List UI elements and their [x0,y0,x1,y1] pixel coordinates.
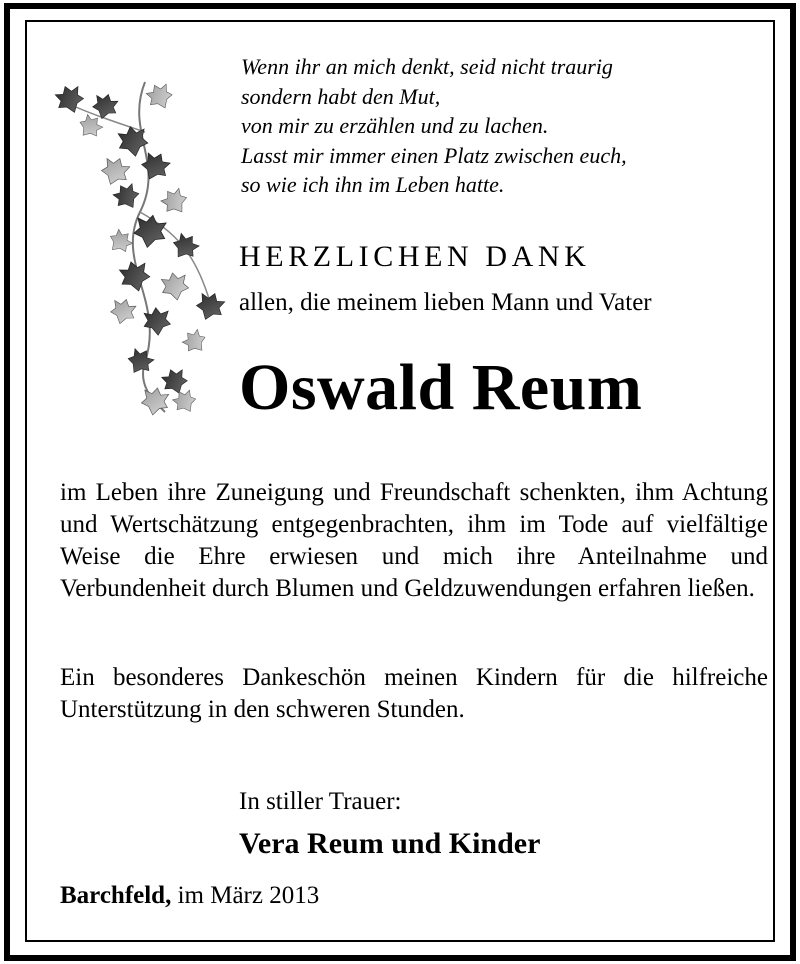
signer-names: Vera Reum und Kinder [239,827,541,860]
poem-line: so wie ich ihn im Leben hatte. [241,172,505,197]
notice-outer-border [4,3,796,961]
mourning-label: In stiller Trauer: [239,788,402,815]
body-paragraph-1: im Leben ihre Zuneigung und Freundschaft schenkten, ihm Achtung und Wertschätzung entgegenbrachten, ihm im Tode auf vielfältige Weise die Ehre erwiesen und mich ihre Anteilnahme und Verbundenheit durch Blumen und Geldzuwendungen erfahren ließen. [60,479,768,602]
place-name: Barchfeld, [60,882,172,909]
place-date-line [60,882,319,910]
poem-line: Lasst mir immer einen Platz zwischen euch, [241,142,627,168]
thanks-heading: HERZLICHEN DANK [239,240,591,273]
poem-line: Wenn ihr an mich denkt, seid nicht traurig [241,54,613,79]
poem-line: sondern habt den Mut, [241,83,441,109]
poem-line: von mir zu erzählen und zu lachen. [241,113,549,138]
body-paragraph-2: Ein besonderes Dankeschön meinen Kindern für die hilfreiche Unterstützung in den schweren Stunden. [60,664,768,723]
ivy-vine-icon [45,72,255,417]
dedication-line: allen, die meinem lieben Mann und Vater [239,289,652,316]
notice-inner-border [25,20,775,942]
deceased-name: Oswald Reum [239,351,643,424]
memorial-poem [241,52,761,200]
date-text: im März 2013 [177,882,320,909]
